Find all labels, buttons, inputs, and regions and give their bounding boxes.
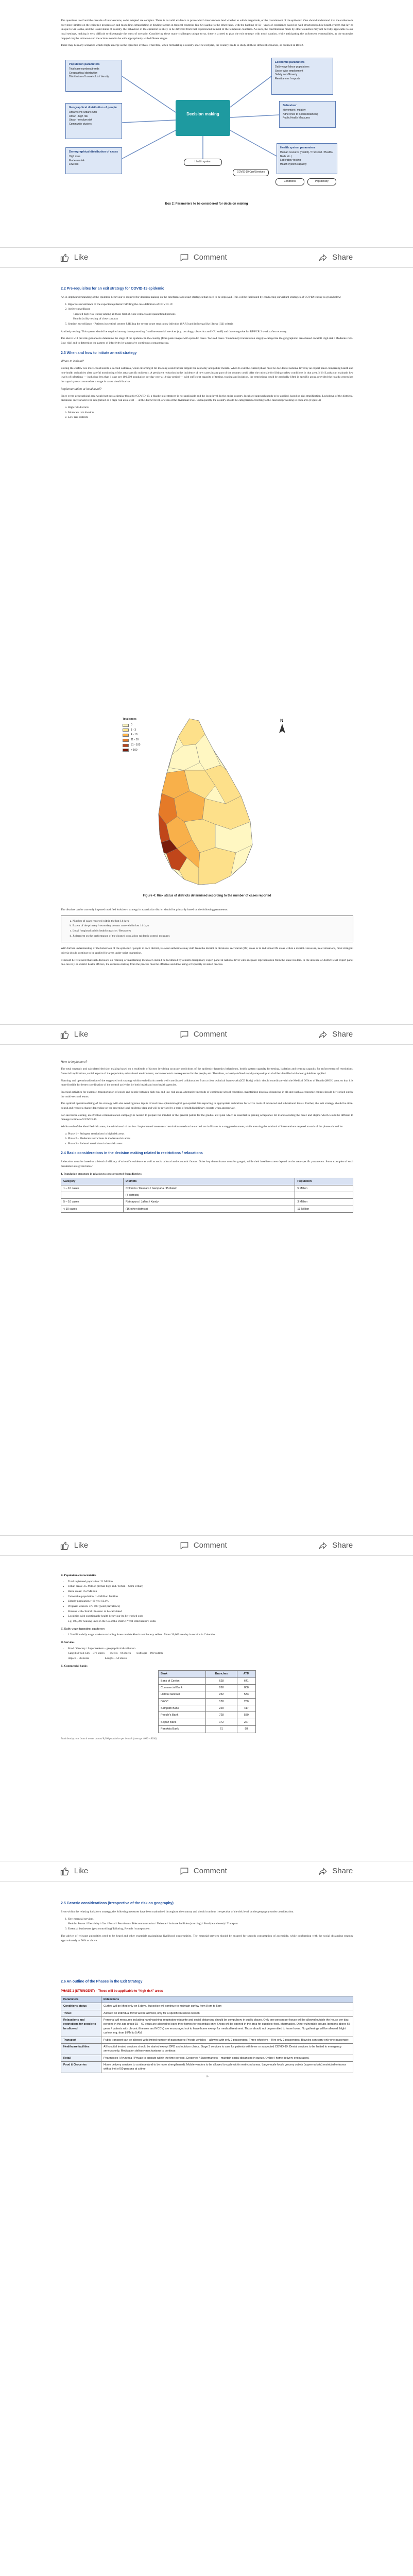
table-row: Retail Pharmacies / Ayurveda / Private to operate within the time periods. Groceries / Supermarkets – maintain social distancing in queue. Online / home delivery encouraged. xyxy=(61,2055,353,2061)
when-to-initiate-subheading: When to initiate? xyxy=(61,360,84,363)
like-button-3[interactable] xyxy=(60,1539,89,1551)
list-item: 1. Rigorous surveillance of the expected epidemic fulfilling the case definition of COVID-19 xyxy=(68,302,353,307)
comment-button-2[interactable] xyxy=(180,1028,227,1040)
comment-icon xyxy=(180,1867,189,1876)
comment-label: Comment xyxy=(193,1541,227,1550)
table-row: Sampath Bank 229 417 xyxy=(159,1705,256,1712)
share-button-2[interactable] xyxy=(318,1028,353,1040)
table-row: Pan Asia Bank 61 98 xyxy=(159,1726,256,1733)
list-item: b. Moderate risk districts xyxy=(68,411,353,415)
services-list xyxy=(68,1647,353,1661)
s23b-paragraph-7: The optimal operationalizing of the strategy will also need rigorous inputs of real time epidemiological geo-spatial data reporting in appropriate authorities for active tools of advanced and subnational levels. Further, the exit strategy should be time-bound and requires change depending on the emerging local epidemic data and will be revised by a team of multidisciplinary experts when appropriate. xyxy=(61,1102,353,1110)
population-structure-table xyxy=(61,1178,353,1213)
s22-paragraph-1: An in-depth understanding of the epidemic behaviour is required for decision making on the timeframe and exact strategies that need to be deployed. This will be facilitated by conducting surveillant strategies of COVID-testing as given below: xyxy=(61,295,341,299)
section-2-2 xyxy=(61,281,353,423)
social-bar-4 xyxy=(0,1861,413,1882)
essential-services-list xyxy=(68,1917,353,1931)
legend-row: 0 xyxy=(123,723,140,727)
share-button-4[interactable] xyxy=(318,1865,353,1877)
like-label: Like xyxy=(74,253,89,262)
table-row: Conditions status Curfew will be lifted only on 5 days. But police will continue to maintain curfew from 8 pm to 5am xyxy=(61,2003,353,2010)
thumbs-up-icon xyxy=(60,1030,70,1039)
table-row: Commercial Bank 268 808 xyxy=(159,1684,256,1691)
section-2-5 xyxy=(61,1896,353,2079)
list-item: Health / Power / Electricity / Gas / Postal / Petroleum / Telecommunication / Defence / Intimate facilities (sourcing) / Food (warehouse) / Transport xyxy=(68,1922,238,1926)
population-characteristics-title: B. Population characteristics xyxy=(61,1574,96,1577)
legend-row: 11 - 30 xyxy=(123,738,140,742)
legend-row: 1 - 3 xyxy=(123,728,140,733)
table-row: (4 districts) xyxy=(61,1192,353,1199)
comment-label: Comment xyxy=(193,1867,227,1876)
s23b-paragraph-9: Within each of the identified risk areas, the withdrawal of curfew / implemented measures / restrictions needs to be carried out in Phases in a staggered manner; while ensuring the minimal of interventions targeted at each of the phases should be: xyxy=(61,1125,343,1128)
like-label: Like xyxy=(74,1030,89,1039)
comment-label: Comment xyxy=(193,1030,227,1039)
section-heading-2-3: 2.3 When and how to initiate an exit strategy xyxy=(61,351,137,355)
table-row: < 10 cases (16 other districts) 13 Million xyxy=(61,1206,353,1212)
population-structure-title: 1. Population structure in relation to cases reported from districts: xyxy=(61,1172,143,1176)
list-item: Cargill's Food City – 376 stores Keells – 86 stores Softlogic – 199 outlets xyxy=(68,1652,163,1655)
share-label: Share xyxy=(332,1867,353,1876)
phase-1-title: PHASE 1 (STRINGENT) – These will be applicable to “high risk” areas xyxy=(61,1989,163,1993)
phase-1-table xyxy=(61,1996,353,2073)
list-item: a. Phase 1 – Stringent restrictions in high risk areas xyxy=(68,1132,353,1137)
intro-section xyxy=(61,19,353,50)
list-item: 3. Essential businesses (pest controlling) Tailoring, Rentals / transport etc. xyxy=(68,1927,353,1931)
list-item: • Localities with questionable health behaviour (to be worked out) xyxy=(68,1614,353,1619)
table-header: Population xyxy=(295,1178,353,1185)
list-item: • Total registered population: 21 Million xyxy=(68,1580,353,1584)
services-title: D. Services xyxy=(61,1640,75,1644)
s23b-paragraph-2: With further understanding of the behaviour of the epidemic / people in each district, relevant authorities may shift from the district or divisional secretariat (DS) areas or to individual DS areas within a district. However, in all situations, most stringent criteria should continue to be applied for areas under strict quarantine. xyxy=(61,947,353,955)
social-bar-3 xyxy=(0,1535,413,1556)
share-icon xyxy=(318,1030,328,1039)
like-button-1[interactable] xyxy=(60,251,89,263)
comment-button-1[interactable] xyxy=(180,251,227,263)
table-row: DFCC 138 280 xyxy=(159,1698,256,1705)
covid-ops-pill: COVID-19 Ops/Services xyxy=(233,169,269,176)
list-item: Arpico – 36 stores Laughs – 50 stores xyxy=(68,1656,127,1660)
s23b-paragraph-4: The total strategic and calculated decision making based on a multitude of factors involving accurate predictions of the epidemic dynamics behaviours, health system capacity for testing, isolation and treating capacity for enforcement of restrictions, financial implications, social aspects of the population, educational environment, socio-economic consequences for the people, etc. Therefore, a clearly-defined step-by-step exit plan shall be identified with clear guidelines applied. xyxy=(61,1067,353,1075)
list-item: e.g. 100,000 housing units in the Colombo District “Wet Watchambs”/ Vatta xyxy=(68,1619,156,1623)
comment-icon xyxy=(180,253,189,262)
thumbs-up-icon xyxy=(60,253,70,262)
legend-row: 4 - 10 xyxy=(123,733,140,737)
comment-icon xyxy=(180,1541,189,1550)
section-heading-2-4: 2.4 Basic considerations in the decision making related to restrictions / relaxations xyxy=(61,1151,203,1156)
table-row: 5 – 10 cases Ratnapura / Jaffna / Kandy 3 Million xyxy=(61,1199,353,1206)
like-button-2[interactable] xyxy=(60,1028,89,1040)
box2-caption: Box 2: Parameters to be considered for decision making xyxy=(165,202,248,206)
thumbs-up-icon xyxy=(60,1541,70,1550)
page-number: 10 xyxy=(205,2075,209,2078)
district-hambantota xyxy=(199,848,236,885)
s22-paragraph-3: The above will provide guidance to determine the stage of the epidemic in the country (from peak images with sporadic cases / focused cases / Community transmission stage) to categorize the geographical areas based on Stoll High risk / Moderate risk / Low risk) and to determine the pattern of infectivity by aggressive continuous contact tracing. xyxy=(61,337,353,345)
parameters-diagram xyxy=(60,56,353,210)
legend-row: > 100 xyxy=(123,749,140,753)
s25-paragraph-1: Even within the relaxing lockdown strategy, the following measures have been maintained throughout the country and should continue irrespective of the risk level on the geography under consideration. xyxy=(61,1910,294,1913)
comment-button-4[interactable] xyxy=(180,1865,227,1877)
table-row: People's Bank 728 580 xyxy=(159,1712,256,1719)
table-header: ATM xyxy=(237,1671,255,1677)
list-item: b. Extent of the primary / secondary contact trace within last 14 days xyxy=(73,924,349,928)
daily-wage-title: C. Daily wage dependent employees xyxy=(61,1627,105,1631)
population-parameters-box: Population parameters Total case numbers/trends Geographical distribution Distribution of households / density xyxy=(65,60,122,92)
economic-parameters-box: Economic parameters Daily wage labour populations Sector wise employment Safety nets/Poverty Remittances / exports xyxy=(271,58,333,95)
characteristics-section xyxy=(61,1570,353,1743)
share-button-3[interactable] xyxy=(318,1539,353,1551)
table-header: Districts xyxy=(123,1178,295,1185)
share-button-1[interactable] xyxy=(318,251,353,263)
social-bar-1 xyxy=(0,247,413,268)
implementation-section xyxy=(61,1057,353,1213)
share-label: Share xyxy=(332,1030,353,1039)
table-header: Bank xyxy=(159,1671,206,1677)
table-row: Relaxations and restrictions for people to be allowed Personal will measures including hand washing, respiratory etiquette and social distancing should be compulsory in public places. Only one person per house will be allowed outside the house per day; persons in the age group 15 – 60 years are allowed to leave their homes for essentials only. Shops will be opened in the area for supplies: food, pharmacies. Other vulnerable groups (persons above 65 years / patients with chronic illnesses and NCD’s) are encouraged not to leave home except for medical treatment. Those should not be permitted to leave home. No gatherings will be allowed. Night curfew: e.g. from 8 PM to 5 AM. xyxy=(61,2017,353,2037)
table-row: Healthcare facilities All hospital treated services should be started except OPD and outdoor clinics. Stage 3 services to care for patients with fever or suspected COVID-19. Dental services to be limited to emergency services only. Medication delivery mechanisms to continue. xyxy=(61,2043,353,2055)
geographic-distribution-box: Geographical distribution of people Urban/Semi-urban/Rural Urban - high risk Urban - medium risk Community clusters xyxy=(65,103,122,139)
section-heading-2-2: 2.2 Pre-requisites for an exit strategy for COVID-19 epidemic xyxy=(61,287,164,291)
table-header: Relaxations xyxy=(101,1996,353,2003)
table-header: Parameters xyxy=(61,1996,101,2003)
like-label: Like xyxy=(74,1867,89,1876)
section-heading-2-6: 2.6 An outline of the Phases in the Exit Strategy xyxy=(61,1979,143,1984)
parameters-box xyxy=(61,916,353,943)
s24-paragraph-1: Relaxation must be based on a blend of efficacy of scientific evidence as well as socio cultural and economic factors. Other key determinants must be gauged, while their baseline scores depend on the area-specific parameters. Some examples of such parameters are given below: xyxy=(61,1160,353,1168)
s25-paragraph-2: The advice of relevant authorities need to be heard and other essentials maintaining livelihood opportunities. The essential services should be ensured for smooth consumption of accessible, while conforming with the social distancing strategy approximately at 50% or above. xyxy=(61,1935,353,1943)
table-row: Bank of Ceylon 628 641 xyxy=(159,1677,256,1684)
s22-paragraph-2: Antibody testing: This system should be required among those preceding frontline essential services (e.g. oncology, obstetrics and ICU staff) and those negative for RT-PCR 2 weeks after recovery. xyxy=(61,330,287,333)
risk-district-list xyxy=(68,405,353,420)
share-label: Share xyxy=(332,253,353,262)
list-item: • Pregnant women: 375 000 (point prevalence) xyxy=(68,1604,353,1609)
list-item: 1. Key essential services xyxy=(68,1917,353,1922)
legend-title: Total cases xyxy=(123,718,136,721)
s23b-paragraph-1: The districts can be currently imposed modified lockdown strategy in a particular district should be primarily based on the following parameters: xyxy=(61,908,228,911)
health-system-pill: Health system xyxy=(184,159,222,166)
population-characteristics-list xyxy=(68,1580,353,1624)
intro-paragraph-2: There may be many scenarios which might emerge as the epidemic evolves. Therefore, when formulating a country specific exit plan, the country needs to study all these different scenarios, as outlined in Box 2. xyxy=(61,44,304,47)
like-button-4[interactable] xyxy=(60,1865,89,1877)
s23b-paragraph-8: For successful exiting, an effective communication campaign is needed to prepare the mindset of the general public for the gradual exit plan which is essential in gaining acceptance for it and avoiding the panic and stigma which would be difficult to manage in times of COVID-19. xyxy=(61,1113,353,1122)
list-item: a. Number of cases reported within the last 14 days xyxy=(73,919,349,924)
list-item: a. High risk districts xyxy=(68,405,353,410)
table-row: Hatton National 252 533 xyxy=(159,1691,256,1698)
list-item: c. Local / regional public health capacity / Resources xyxy=(73,929,349,934)
share-label: Share xyxy=(332,1541,353,1550)
social-bar-2 xyxy=(0,1024,413,1045)
list-item: • Persons with clinical illnesses: to be calculated xyxy=(68,1609,353,1614)
bank-density-note: Bank density: one branch serves around 8,000 population per branch (average 4000 – 8200). xyxy=(61,1737,158,1740)
legend-row: 31 - 100 xyxy=(123,743,140,748)
list-item: d. Judgement on the performance of the cleaned population epidemic control measures xyxy=(73,934,349,939)
table-row: Food & Groceries Home delivery services to continue (and to be more strengthened). Mobile vendors to be allowed to cycle within restricted areas. Large-scale food / grocery outlets (supermarkets) restricted entrance with a limit of 50 persons at a time. xyxy=(61,2062,353,2073)
behaviour-box: Behaviour Movement / mobility Adherence to Social distancing Public Health Measures xyxy=(279,101,336,128)
like-label: Like xyxy=(74,1541,89,1550)
svg-text:N: N xyxy=(280,718,283,723)
list-item: • Food / Grocery / Supermarkets – geographical distribution xyxy=(68,1647,353,1651)
table-header: Category xyxy=(61,1178,124,1185)
implementation-subheading: Implementation at local level? xyxy=(61,387,102,391)
list-item: Health facility testing of close contacts xyxy=(73,317,118,321)
commercial-banks-table xyxy=(158,1670,256,1733)
table-row: Transport Public transport can be allowed with limited number of passengers: Private vehicles – allowed with only 2 passengers. Three wheelers – Hire only 2 passengers. Bicycles can carry only one passenger. xyxy=(61,2037,353,2043)
share-icon xyxy=(318,1867,328,1876)
list-item: • Vulnerable population: 1.4 Million families xyxy=(68,1595,353,1599)
table-row: Travel Allowed on individual travel will be allowed, only for a specific business reason xyxy=(61,2010,353,2016)
commercial-banks-title: E. Commercial banks xyxy=(61,1664,88,1668)
north-arrow-icon xyxy=(279,718,285,733)
figure4-caption: Figure 4: Risk status of districts determined according to the number of cases reported xyxy=(143,894,271,897)
list-item: • Urban areas: 4.5 Million (Urban high and / Urban – Semi Urban) xyxy=(68,1584,353,1589)
table-row: 1 – 10 cases Colombo / Kalutara / Gampaha / Puttalam 5 Million xyxy=(61,1185,353,1192)
list-item: b. Phase 2 – Moderate restrictions in moderate risk areas xyxy=(68,1137,353,1141)
demographic-distribution-box: Demographical distribution of cases High risks Moderate risk Low risk xyxy=(65,147,122,174)
table-row: Seylan Bank 172 227 xyxy=(159,1719,256,1725)
s23b-paragraph-6: Practical activities for example, transportation of goods and people between high risk and low risk areas, alternative methods of continuing school education, maintaining physical distancing in all spot such as economic centres should be worked out by the multi-sectoral teams. xyxy=(61,1090,353,1098)
comment-label: Comment xyxy=(193,253,227,262)
how-to-implement-subheading: How to implement? xyxy=(61,1061,88,1064)
list-item: • Elderly population > 60 yrs: 12.4% xyxy=(68,1599,353,1604)
phase-list xyxy=(68,1132,353,1146)
section-heading-2-5: 2.5 Generic considerations (irrespective of the risk on geography) xyxy=(61,1902,174,1905)
daily-wage-list xyxy=(68,1633,353,1637)
share-icon xyxy=(318,1541,328,1550)
list-item: Targeted high risk testing among all those first of close contacts and quarantined persons xyxy=(73,312,176,316)
comment-icon xyxy=(180,1030,189,1039)
intro-paragraph-1: The questions itself and the cascade of interventions, so be adopted are complex. There is no valid evidence to prove which interventions lead whether to which magnitude, or the containment of the epidemic. One should understand that the evidence is ever-more limited on the epidemic progression and modelling extrapolating or binding factors in tropical countries like Sri Lanka (to the other hand, with the backing of 50+ years of experience based on well-structured public health system that lay its unique to Sri Lanka, and the island status of country, the behaviour of the epidemic is likely to be different from that experienced in most of the temperate countries. As such, the contributions made by other countries may not be fully applicable to our local settings, making it very difficult to disentangle the mess of scenario. Considering these many challenges unique to us, there is a need to plan the exit strategy with much caution, while anticipating the unforeseen eventualities, as the strategies mapped may be unknown and the actions need to be with appropriately with different stages. xyxy=(61,19,353,40)
list-item: c. Low risk districts xyxy=(68,415,353,420)
s23-paragraph-1: Exiting the curfew lies more could lead to a second outbreak, while enforcing it for too long could further cripple the economy and public morale. When to exit the current phase must be decided at national level by an expert panel comprising health and non-health authorities after careful monitoring of the area-specific epidemic. A persistent reduction in the incidence of new cases in any part of the country could offer the rationale for lifting curfew conditions in that area. If Sri Lanka can maintain low levels of infections — including less than 1 case per 100,000 population per day over a 14-day period — with sufficient capacity of testing, tracing and isolation, the restrictions could be gradually lifted in specific areas, provided the health system has the capacity to accommodate a surge in cases should it arise. xyxy=(61,366,353,383)
s23-paragraph-2: Since every geographical area would not pass a similar threat for COVID-19, a blanket exit strategy is not applicable and the local level. In the entire country, localised approach needs to be applied, based on risk stratification. Lockdown of the districts / divisional secretariats to be categorised as a high-risk area level — at the district level, or even at the divisional level. Subsequently the country should be categorised according to the caseload prevailing in each area (Figure 4) xyxy=(61,394,353,402)
table-header: Branches xyxy=(206,1671,237,1677)
list-item: 2. Active surveillance xyxy=(68,307,353,312)
list-item: • Rural areas: 16.2 Million xyxy=(68,1589,353,1594)
comment-button-3[interactable] xyxy=(180,1539,227,1551)
conditions-pill: Conditions xyxy=(276,178,304,185)
list-item: 5. Sentinel surveillance - Patients in sentinel centres fulfilling the severe acute respiratory infection (SARI) and influenza like illness (ILI) criteria xyxy=(68,322,353,327)
s23b-paragraph-5: Planning and operationalization of the suggested exit strategy within each district needs well coordinated collaboration from a clear technical framework (ICE Body) which should coordinate with the Medical Officer of Health (MOH) area, so that it is more feasible for better coordination of the control activities by both health and non-health agencies. xyxy=(61,1079,353,1087)
pop-density-pill: Pop density xyxy=(307,178,336,185)
list-item: c. Phase 3 – Relaxed restrictions in low risk areas xyxy=(68,1142,353,1146)
share-icon xyxy=(318,253,328,262)
decision-making-hub: Decision making xyxy=(176,100,230,136)
sri-lanka-map xyxy=(61,714,353,889)
list-item: • 1.5 million daily wage workers excluding those outside Abaxis and battery sellers. About 20,000 are day in service in Colombo xyxy=(68,1633,353,1637)
thumbs-up-icon xyxy=(60,1867,70,1876)
health-system-parameters-box: Health system parameters Human resource (Health) / Transport / Health / Beds etc.) Laboratory testing Health system capacity xyxy=(277,143,337,174)
s23b-paragraph-3: It should be reiterated that such decisions on relaxing or maintaining lockdown should be facilitated by a multi-disciplinary expert panel at national level with adequate representation from the stake-holders. In the absence of district-level expert panel one can rely on district health officers, the decision-making from the process must be effective and done using a frequently revisited process. xyxy=(61,958,353,967)
district-risk-map-figure xyxy=(61,714,353,902)
section-2-3-continued xyxy=(61,908,353,970)
surveillance-list xyxy=(68,302,353,327)
